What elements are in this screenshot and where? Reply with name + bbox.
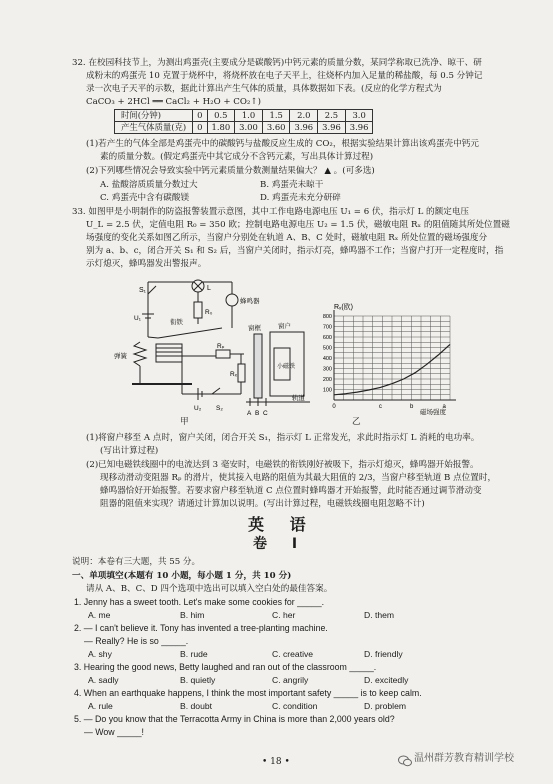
table-cell: 0	[193, 122, 207, 134]
y-tick-label: 100	[322, 387, 332, 394]
q1-option: A. me	[88, 610, 111, 620]
q2-option: D. friendly	[364, 649, 403, 659]
q4-stem: 4. When an earthquake happens, I think the most important safety _____ is to keep calm.	[74, 688, 422, 698]
buzzer-label: 蜂鸣器	[240, 298, 260, 305]
q32-sub1-line2: 素的质量分数。(假定鸡蛋壳中其它成分不含钙元素，写出具体计算过程)	[100, 152, 374, 162]
table-cell: 3.0	[345, 110, 373, 122]
r0-label: R₀	[205, 309, 213, 316]
english-note: 说明：本卷有三大题，共 55 分。	[72, 557, 201, 567]
x-tick-label: b	[410, 404, 414, 410]
magnet-label: 小磁铁	[277, 364, 296, 370]
q2-stem-line2: — Really? He is so _____.	[84, 636, 189, 646]
q5-stem-line2: — Wow _____!	[84, 727, 144, 737]
q3-option: D. excitedly	[364, 675, 409, 685]
q33-sub1-line2: (写出计算过程)	[100, 446, 159, 456]
q1-option: C. her	[272, 610, 296, 620]
table-header-mass: 产生气体质量(克)	[115, 122, 193, 134]
track-c-label: C	[263, 410, 268, 417]
table-cell: 3.96	[290, 122, 318, 134]
table-header-time: 时间(分钟)	[115, 110, 193, 122]
track-b-label: B	[255, 410, 260, 417]
wechat-icon	[398, 752, 412, 764]
q5-stem-line1: 5. — Do you know that the Terracotta Army in China is more than 2,000 years old?	[74, 714, 395, 724]
q2-option: A. shy	[88, 649, 112, 659]
table-row-time	[115, 110, 373, 122]
q32-sub1-line1: (1)若产生的气体全部是鸡蛋壳中的碳酸钙与盐酸反应生成的 CO₂，根据实验结果计算出该鸡蛋壳中钙元	[86, 139, 479, 149]
q2-option: C. creative	[272, 649, 314, 659]
table-cell: 3.96	[345, 122, 373, 134]
x-tick-label: 0	[332, 404, 336, 410]
q32-option-b: B. 鸡蛋壳未晾干	[260, 180, 324, 190]
q32-sub2: (2)下列哪些情况会导致实验中钙元素质量分数测量结果偏大？ ▲ 。(可多选)	[86, 166, 375, 176]
table-cell: 3.00	[235, 122, 263, 134]
watermark: 温州群芳教育精训学校	[414, 753, 514, 764]
table-cell: 1.0	[235, 110, 263, 122]
y-tick-label: 800	[322, 314, 332, 320]
y-tick-label: 700	[322, 324, 332, 331]
s1-label: S₁	[139, 287, 147, 294]
q33-line1: 33. 如图甲是小明制作的防盗报警装置示意图，其中工作电路电源电压 U₁ = 6 伏，指示灯 L 的额定电压	[72, 207, 470, 217]
volume-title: 卷 Ⅰ	[253, 536, 308, 552]
table-cell: 3.60	[262, 122, 290, 134]
track-a-label: A	[247, 410, 252, 417]
table-cell: 2.0	[290, 110, 318, 122]
q32-line1: 32. 在校园科技节上，为测出鸡蛋壳(主要成分是碳酸钙)中钙元素的质量分数，某同学称取已洗净、晾干、研	[72, 58, 482, 68]
section-title: 英 语	[248, 515, 316, 534]
u1-label: U₁	[134, 315, 141, 322]
q33-sub2-line3: 蜂鸣器恰好开始报警。若要求窗户移至轨道 C 点位置时蜂鸣器才开始报警，此时能否通过调节滑动变	[100, 486, 482, 496]
q1-option: B. him	[180, 610, 205, 620]
u2-label: U₂	[194, 405, 202, 412]
q1-stem: 1. Jenny has a sweet tooth. Let's make some cookies for _____.	[74, 597, 325, 607]
q4-option: A. rule	[88, 701, 113, 711]
section-1-title: 一、单项填空(本题有 10 小题，每小题 1 分，共 10 分)	[72, 571, 292, 581]
q33-sub2-line1: (2)已知电磁铁线圈中的电流达到 3 毫安时，电磁铁的衔铁刚好被吸下，指示灯熄灭，蜂鸣器开始报警。	[86, 460, 479, 470]
window-frame-label: 窗框	[248, 325, 261, 332]
q33-sub2-line4: 阻器的阻值来实现？请通过计算加以说明。(写出计算过程，电磁铁线圈电阻忽略不计)	[100, 499, 425, 509]
window-label: 窗户	[278, 323, 291, 330]
q33-line5: 示灯熄灭，蜂鸣器发出警报声。	[86, 259, 207, 269]
track-label: 轨道	[292, 395, 305, 402]
lamp-label: L	[207, 285, 211, 292]
table-cell: 1.80	[207, 122, 235, 134]
figure-jia-label: 甲	[180, 417, 189, 427]
q32-equation: CaCO₃ + 2HCl ══ CaCl₂ + H₂O + CO₂↑)	[86, 97, 261, 107]
table-cell: 1.5	[262, 110, 290, 122]
q32-line3: 录一次电子天平的示数，据此计算出产生气体的质量，具体数据如下表。(反应的化学方程式为	[86, 84, 442, 94]
table-cell: 0	[193, 110, 207, 122]
figure-yi-label: 乙	[352, 417, 361, 427]
q32-option-c: C. 鸡蛋壳中含有碳酸镁	[100, 193, 190, 203]
s2-label: S₂	[216, 405, 223, 412]
spring-label: 弹簧	[114, 353, 127, 360]
chart-xlabel: 磁场强度	[420, 409, 446, 416]
table-row-mass	[115, 122, 373, 134]
y-tick-label: 400	[322, 356, 332, 362]
y-tick-label: 600	[322, 335, 332, 341]
q32-line2: 成粉末的鸡蛋壳 10 克置于烧杯中，将烧杯放在电子天平上，往烧杯内加入足量的稀盐酸，每 0.5 分钟记	[86, 71, 483, 81]
q4-option: B. doubt	[180, 701, 213, 711]
q4-option: C. condition	[272, 701, 318, 711]
y-tick-label: 200	[322, 377, 332, 383]
q33-line3: 场强度的变化关系如图乙所示，当窗户分别处在轨道 A、B、C 处时，磁敏电阻 Rₓ 所处位置的磁场强度分	[86, 233, 488, 243]
rx-label: Rₓ	[230, 371, 237, 378]
chart-ylabel: Rₓ(欧)	[334, 304, 354, 311]
table-cell: 3.96	[318, 122, 346, 134]
q4-option: D. problem	[364, 701, 407, 711]
q3-option: A. sadly	[88, 675, 119, 685]
q2-stem-line1: 2. — I can't believe it. Tony has invented a tree-planting machine.	[74, 623, 328, 633]
iron-label: 衔铁	[170, 319, 183, 326]
q3-stem: 3. Hearing the good news, Betty laughed and ran out of the classroom _____.	[74, 662, 377, 672]
q32-data-table	[114, 109, 373, 134]
q33-sub1-line1: (1)将窗户移至 A 点时，窗户关闭，闭合开关 S₁，指示灯 L 正常发光，求此时指示灯 L 消耗的电功率。	[86, 433, 480, 443]
q1-option: D. them	[364, 610, 395, 620]
q32-option-d: D. 鸡蛋壳未充分研碎	[260, 193, 341, 203]
q3-option: C. angrily	[272, 675, 309, 685]
page-number: • 18 •	[262, 757, 290, 767]
table-cell: 0.5	[207, 110, 235, 122]
q2-option: B. rude	[180, 649, 208, 659]
x-tick-label: c	[378, 404, 382, 410]
q33-sub2-line2: 现移动滑动变阻器 Rₚ 的滑片，使其接入电路的阻值为其最大阻值的 2/3，当窗户移至轨道 B 点位置时，	[100, 473, 497, 483]
table-cell: 2.5	[318, 110, 346, 122]
q32-option-a: A. 盐酸溶质质量分数过大	[100, 180, 198, 190]
q3-option: B. quietly	[180, 675, 216, 685]
y-tick-label: 300	[322, 366, 332, 373]
q33-line4: 别为 a、b、c，闭合开关 S₁ 和 S₂ 后，当窗户关闭时，指示灯亮，蜂鸣器不工作；当窗户打开一定程度时，指	[86, 246, 504, 256]
rx-magnetic-chart	[312, 300, 462, 420]
x-tick-label: a	[442, 404, 446, 410]
rp-label: Rₚ	[217, 343, 225, 350]
y-tick-label: 500	[322, 345, 332, 352]
q33-line2: U_L = 2.5 伏，定值电阻 R₀ = 350 欧；控制电路电源电压 U₂ = 1.5 伏，磁敏电阻 Rₓ 的阻值随其所处位置磁	[86, 220, 510, 230]
section-1-instructions: 请从 A、B、C、D 四个选项中选出可以填入空白处的最佳答案。	[86, 584, 333, 594]
circuit-diagram	[112, 272, 312, 422]
